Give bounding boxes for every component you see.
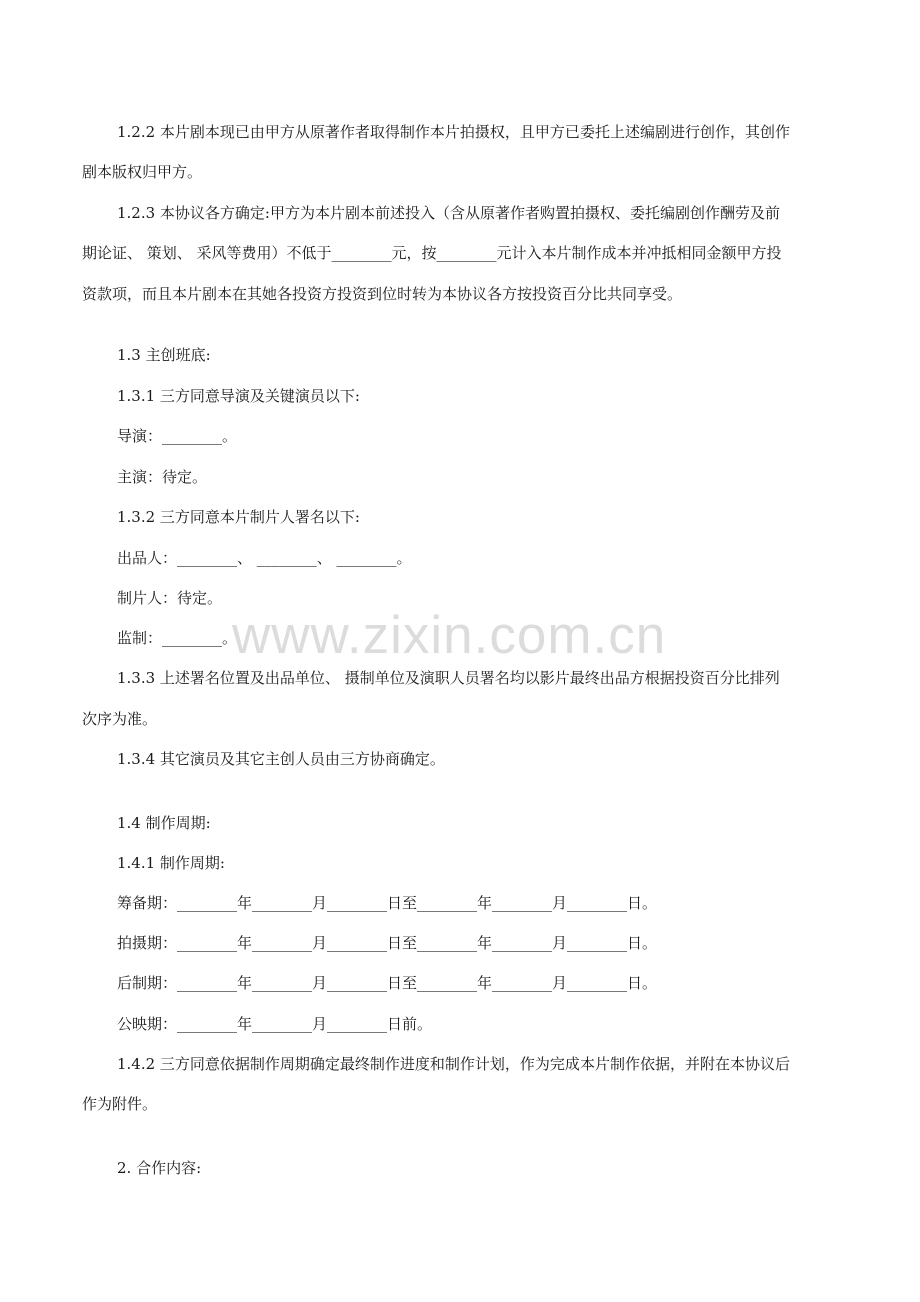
- section-2-heading: 2. 合作内容:: [117, 1159, 202, 1177]
- prep-period-line: 筹备期：________年________月________日至________年________月________日。: [117, 894, 658, 912]
- clause-1-4-2-line-1: 1.4.2 三方同意依据制作周期确定最终制作进度和制作计划，作为完成本片制作依据，并附在本协议后: [117, 1055, 790, 1073]
- shooting-period-line: 拍摄期：________年________月________日至________年________月________日。: [117, 934, 658, 952]
- section-1-3-heading: 1.3 主创班底:: [117, 346, 211, 364]
- clause-1-4-2-line-2: 作为附件。: [82, 1095, 158, 1113]
- presenter-line: 出品人：________、 ________、 ________。: [117, 549, 412, 567]
- clause-1-4-1: 1.4.1 制作周期:: [117, 854, 225, 872]
- clause-1-2-3-line-2: 期论证、 策划、 采风等费用）不低于________元，按________元计入本片制作成本并冲抵相同金额甲方投: [82, 244, 782, 262]
- clause-1-2-2-line-1: 1.2.2 本片剧本现已由甲方从原著作者取得制作本片拍摄权，且甲方已委托上述编剧进行创作，其创作: [117, 123, 790, 141]
- clause-1-3-3-line-2: 次序为准。: [82, 710, 158, 728]
- clause-1-3-3-line-1: 1.3.3 上述署名位置及出品单位、 摄制单位及演职人员署名均以影片最终出品方根据投资百分比排列: [117, 669, 780, 687]
- clause-1-3-1: 1.3.1 三方同意导演及关键演员以下:: [117, 387, 360, 405]
- clause-1-2-3-line-3: 资款项，而且本片剧本在其她各投资方投资到位时转为本协议各方按投资百分比共同享受。: [82, 285, 683, 303]
- clause-1-3-4: 1.3.4 其它演员及其它主创人员由三方协商确定。: [117, 750, 445, 768]
- supervisor-line: 监制：________。: [117, 629, 238, 647]
- section-1-4-heading: 1.4 制作周期:: [117, 814, 211, 832]
- release-period-line: 公映期：________年________月________日前。: [117, 1015, 433, 1033]
- clause-1-2-2-line-2: 剧本版权归甲方。: [82, 163, 203, 181]
- director-line: 导演：________。: [117, 427, 238, 445]
- producer-line: 制片人：待定。: [117, 589, 223, 607]
- clause-1-2-3-line-1: 1.2.3 本协议各方确定:甲方为本片剧本前述投入（含从原著作者购置拍摄权、委托编剧创作酬劳及前: [117, 204, 780, 222]
- clause-1-3-2: 1.3.2 三方同意本片制片人署名以下:: [117, 508, 360, 526]
- post-production-period-line: 后制期：________年________月________日至________年________月________日。: [117, 974, 658, 992]
- lead-actor-line: 主演：待定。: [117, 468, 208, 486]
- watermark: www.zixin.com.cn: [232, 606, 667, 665]
